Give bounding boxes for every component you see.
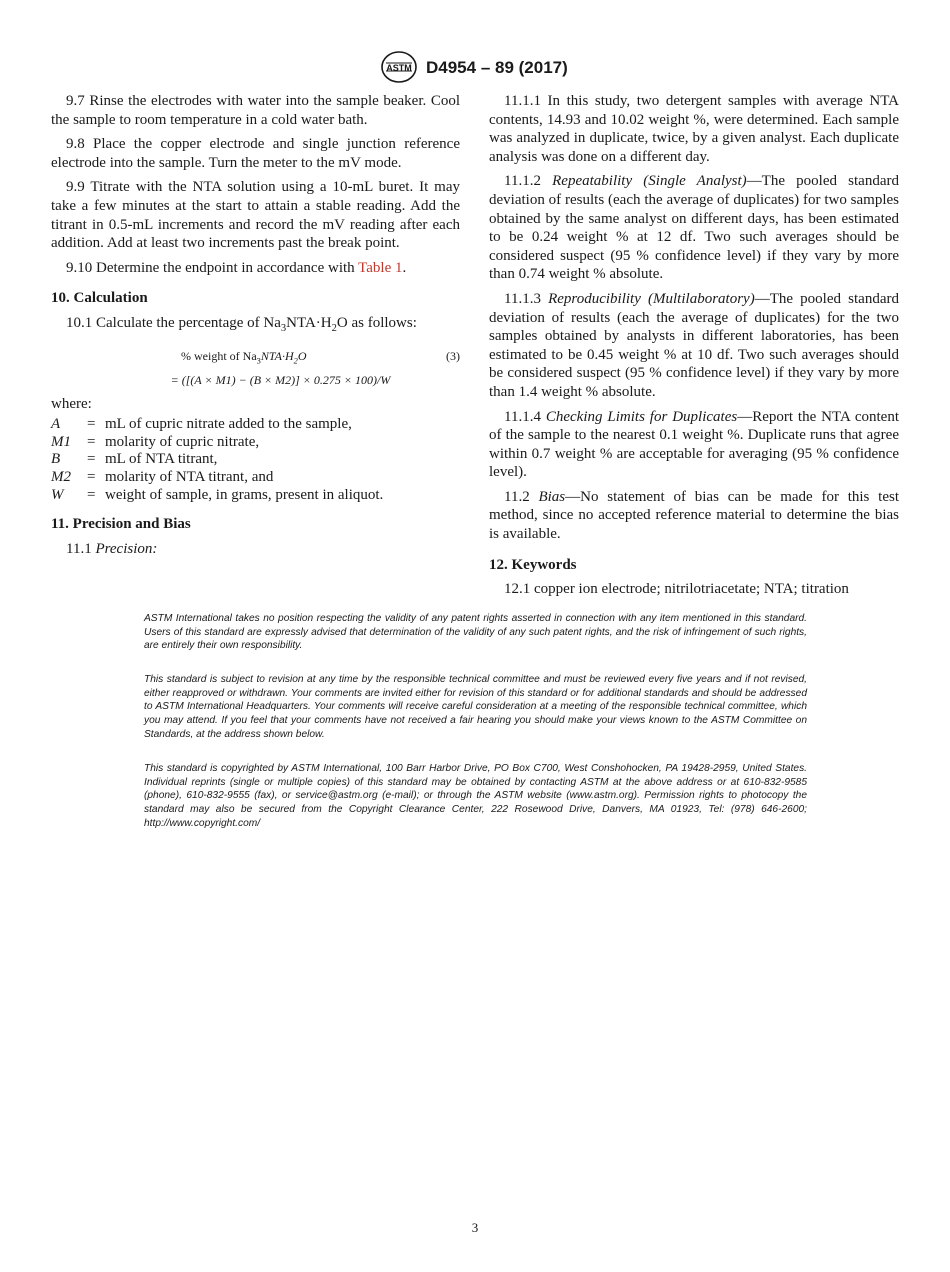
variable-description: mL of cupric nitrate added to the sample, xyxy=(105,416,352,433)
p1112-title: Repeatability (Single Analyst) xyxy=(552,173,747,190)
p111-num: 11.1 xyxy=(66,540,96,557)
paragraph-11-1 xyxy=(51,540,460,559)
p111-title: Precision: xyxy=(95,540,158,557)
paragraph-10-1 xyxy=(51,314,460,339)
equation-3 xyxy=(51,345,460,367)
page-number: 3 xyxy=(471,1220,479,1235)
p1113-title: Reproducibility (Multilaboratory) xyxy=(548,290,755,307)
p101-sub: 3 xyxy=(280,322,287,334)
variable-equals: = xyxy=(87,433,96,450)
section-heading-10: 10. Calculation xyxy=(51,290,148,307)
section-heading-11: 11. Precision and Bias xyxy=(51,516,191,533)
variable-row xyxy=(51,433,460,451)
variable-row xyxy=(51,486,460,504)
variable-description: molarity of NTA titrant, and xyxy=(105,468,274,485)
p112-title: Bias xyxy=(538,488,566,505)
paragraph-9-8: 9.8 Place the copper electrode and single junction reference electrode into the sample. Turn the meter to the mV mode. xyxy=(51,136,460,171)
variable-description: weight of sample, in grams, present in aliquot. xyxy=(105,486,384,503)
standard-designation: D4954 – 89 (2017) xyxy=(426,58,568,77)
variable-equals: = xyxy=(87,451,96,468)
variable-row xyxy=(51,415,460,433)
variable-row xyxy=(51,468,460,486)
paragraph-11-1-3 xyxy=(489,290,899,402)
variable-list xyxy=(51,415,460,503)
right-column xyxy=(489,92,899,605)
p1113-body: —The pooled standard deviation of results (each the average of duplicates) for the two samples obtained by analysts in different laboratories, has been estimated to be 0.45 weight % at 10 df. Two such averages should be considered suspect (95 % confidence level) if they vary by more than 1.4 weight % absolute. xyxy=(489,290,899,400)
variable-symbol: W xyxy=(51,486,64,503)
equation-number: (3) xyxy=(446,348,460,363)
paragraph-11-1-2 xyxy=(489,172,899,284)
paragraph-11-1-1: 11.1.1 In this study, two detergent samples with average NTA contents, 14.93 and 10.02 weight %, were determined. Each sample was analyzed in duplicate, twice, by a given analyst. Each duplicate analysis was done on a different day. xyxy=(489,93,899,165)
logo-text: ASTM xyxy=(386,63,412,73)
copyright-notice: This standard is copyrighted by ASTM International, 100 Barr Harbor Drive, PO Box C700, West Conshohocken, PA 19428-2959, United States. Individual reprints (single or multiple copies) of this standard may be obtained by contacting ASTM at the above address or at 610-832-9585 (phone), 610-832-9555 (fax), or service@astm.org (e-mail); or through the ASTM website (www.astm.org). Permission rights to photocopy the standard may also be secured from the Copyright Clearance Center, 222 Rosewood Drive, Danvers, MA 01923, Tel: (978) 646-2600; http://www.copyright.com/ xyxy=(144,763,807,829)
p101-prefix: 10.1 Calculate the percentage of Na xyxy=(66,314,281,331)
variable-equals: = xyxy=(87,416,96,433)
section-heading-12: 12. Keywords xyxy=(489,556,577,573)
p1114-body: —Report the NTA content of the sample to the nearest 0.1 weight %. Duplicate runs that agree within 0.7 weight % are acceptable for averaging (95 % confidence level). xyxy=(489,408,899,481)
astm-logo-icon xyxy=(380,50,418,84)
p101-end: O as follows: xyxy=(336,314,417,331)
p101-sub2: 2 xyxy=(331,322,337,334)
variable-symbol: M2 xyxy=(51,468,71,485)
paragraph-9-9: 9.9 Titrate with the NTA solution using a 10-mL buret. It may take a few minutes at the start to attain a stable reading. Add the titrant in 0.5-mL increments and record the mV reading after each addition. Add at least two increments past the break point. xyxy=(51,179,460,252)
p112-num: 11.2 xyxy=(504,488,539,505)
eq-label-c: O xyxy=(297,348,307,363)
p1114-title: Checking Limits for Duplicates xyxy=(545,408,738,425)
variable-equals: = xyxy=(87,468,96,485)
equation-label xyxy=(181,347,307,371)
table-1-link[interactable]: Table 1 xyxy=(358,259,403,276)
left-column xyxy=(51,92,460,564)
patent-notice: ASTM International takes no position respecting the validity of any patent rights asserted in connection with any item mentioned in this standard. Users of this standard are expressly advised that determination of the validity of any such patent rights, and the risk of infringement of such rights, are entirely their own responsibility. xyxy=(144,613,807,652)
variable-symbol: A xyxy=(51,416,61,433)
paragraph-9-10-end: . xyxy=(402,259,407,276)
p112-body: —No statement of bias can be made for this test method, since no accepted reference material to determine the bias is available. xyxy=(489,488,899,543)
p1114-num: 11.1.4 xyxy=(504,408,546,425)
p1112-num: 11.1.2 xyxy=(504,173,553,190)
where-label: where: xyxy=(51,395,92,412)
equation-formula: = ([(A × M1) − (B × M2)] × 0.275 × 100)/W xyxy=(170,372,391,387)
p1113-num: 11.1.3 xyxy=(504,290,549,307)
paragraph-9-7: 9.7 Rinse the electrodes with water into the sample beaker. Cool the sample to room temperature in a cold water bath. xyxy=(51,93,460,128)
paragraph-11-2 xyxy=(489,488,899,544)
p101-mid: NTA·H xyxy=(286,314,332,331)
paragraph-9-10-text: 9.10 Determine the endpoint in accordance with xyxy=(66,259,359,276)
variable-row xyxy=(51,450,460,468)
paragraph-9-10 xyxy=(51,259,460,278)
revision-notice: This standard is subject to revision at any time by the responsible technical committee and must be reviewed every five years and if not revised, either reapproved or withdrawn. Your comments are invited either for revision of this standard or for additional standards and should be addressed to ASTM International Headquarters. Your comments will receive careful consideration at a meeting of the responsible technical committee, which you may attend. If you feel that your comments have not received a fair hearing you should make your views known to the ASTM Committee on Standards, at the address shown below. xyxy=(144,674,807,740)
variable-equals: = xyxy=(87,486,96,503)
paragraph-11-1-4 xyxy=(489,408,899,482)
variable-description: molarity of cupric nitrate, xyxy=(105,433,260,450)
eq-label-sub: 3 xyxy=(256,355,261,365)
eq-label-a: % weight of Na xyxy=(181,348,257,363)
p1112-body: —The pooled standard deviation of results (each the average of duplicates) for two samples obtained by the same analyst on different days, has been estimated to be 0.24 weight % at 12 df. Two such averages should be considered suspect (95 % confidence level) if they vary by more than 0.74 weight % absolute. xyxy=(489,173,899,283)
variable-description: mL of NTA titrant, xyxy=(105,451,218,468)
page-header xyxy=(0,50,950,86)
variable-symbol: B xyxy=(51,451,61,468)
variable-symbol: M1 xyxy=(51,433,71,450)
eq-label-b: NTA·H xyxy=(260,348,294,363)
paragraph-12-1: 12.1 copper ion electrode; nitrilotriacetate; NTA; titration xyxy=(504,581,849,598)
eq-label-sub2: 2 xyxy=(293,355,298,365)
